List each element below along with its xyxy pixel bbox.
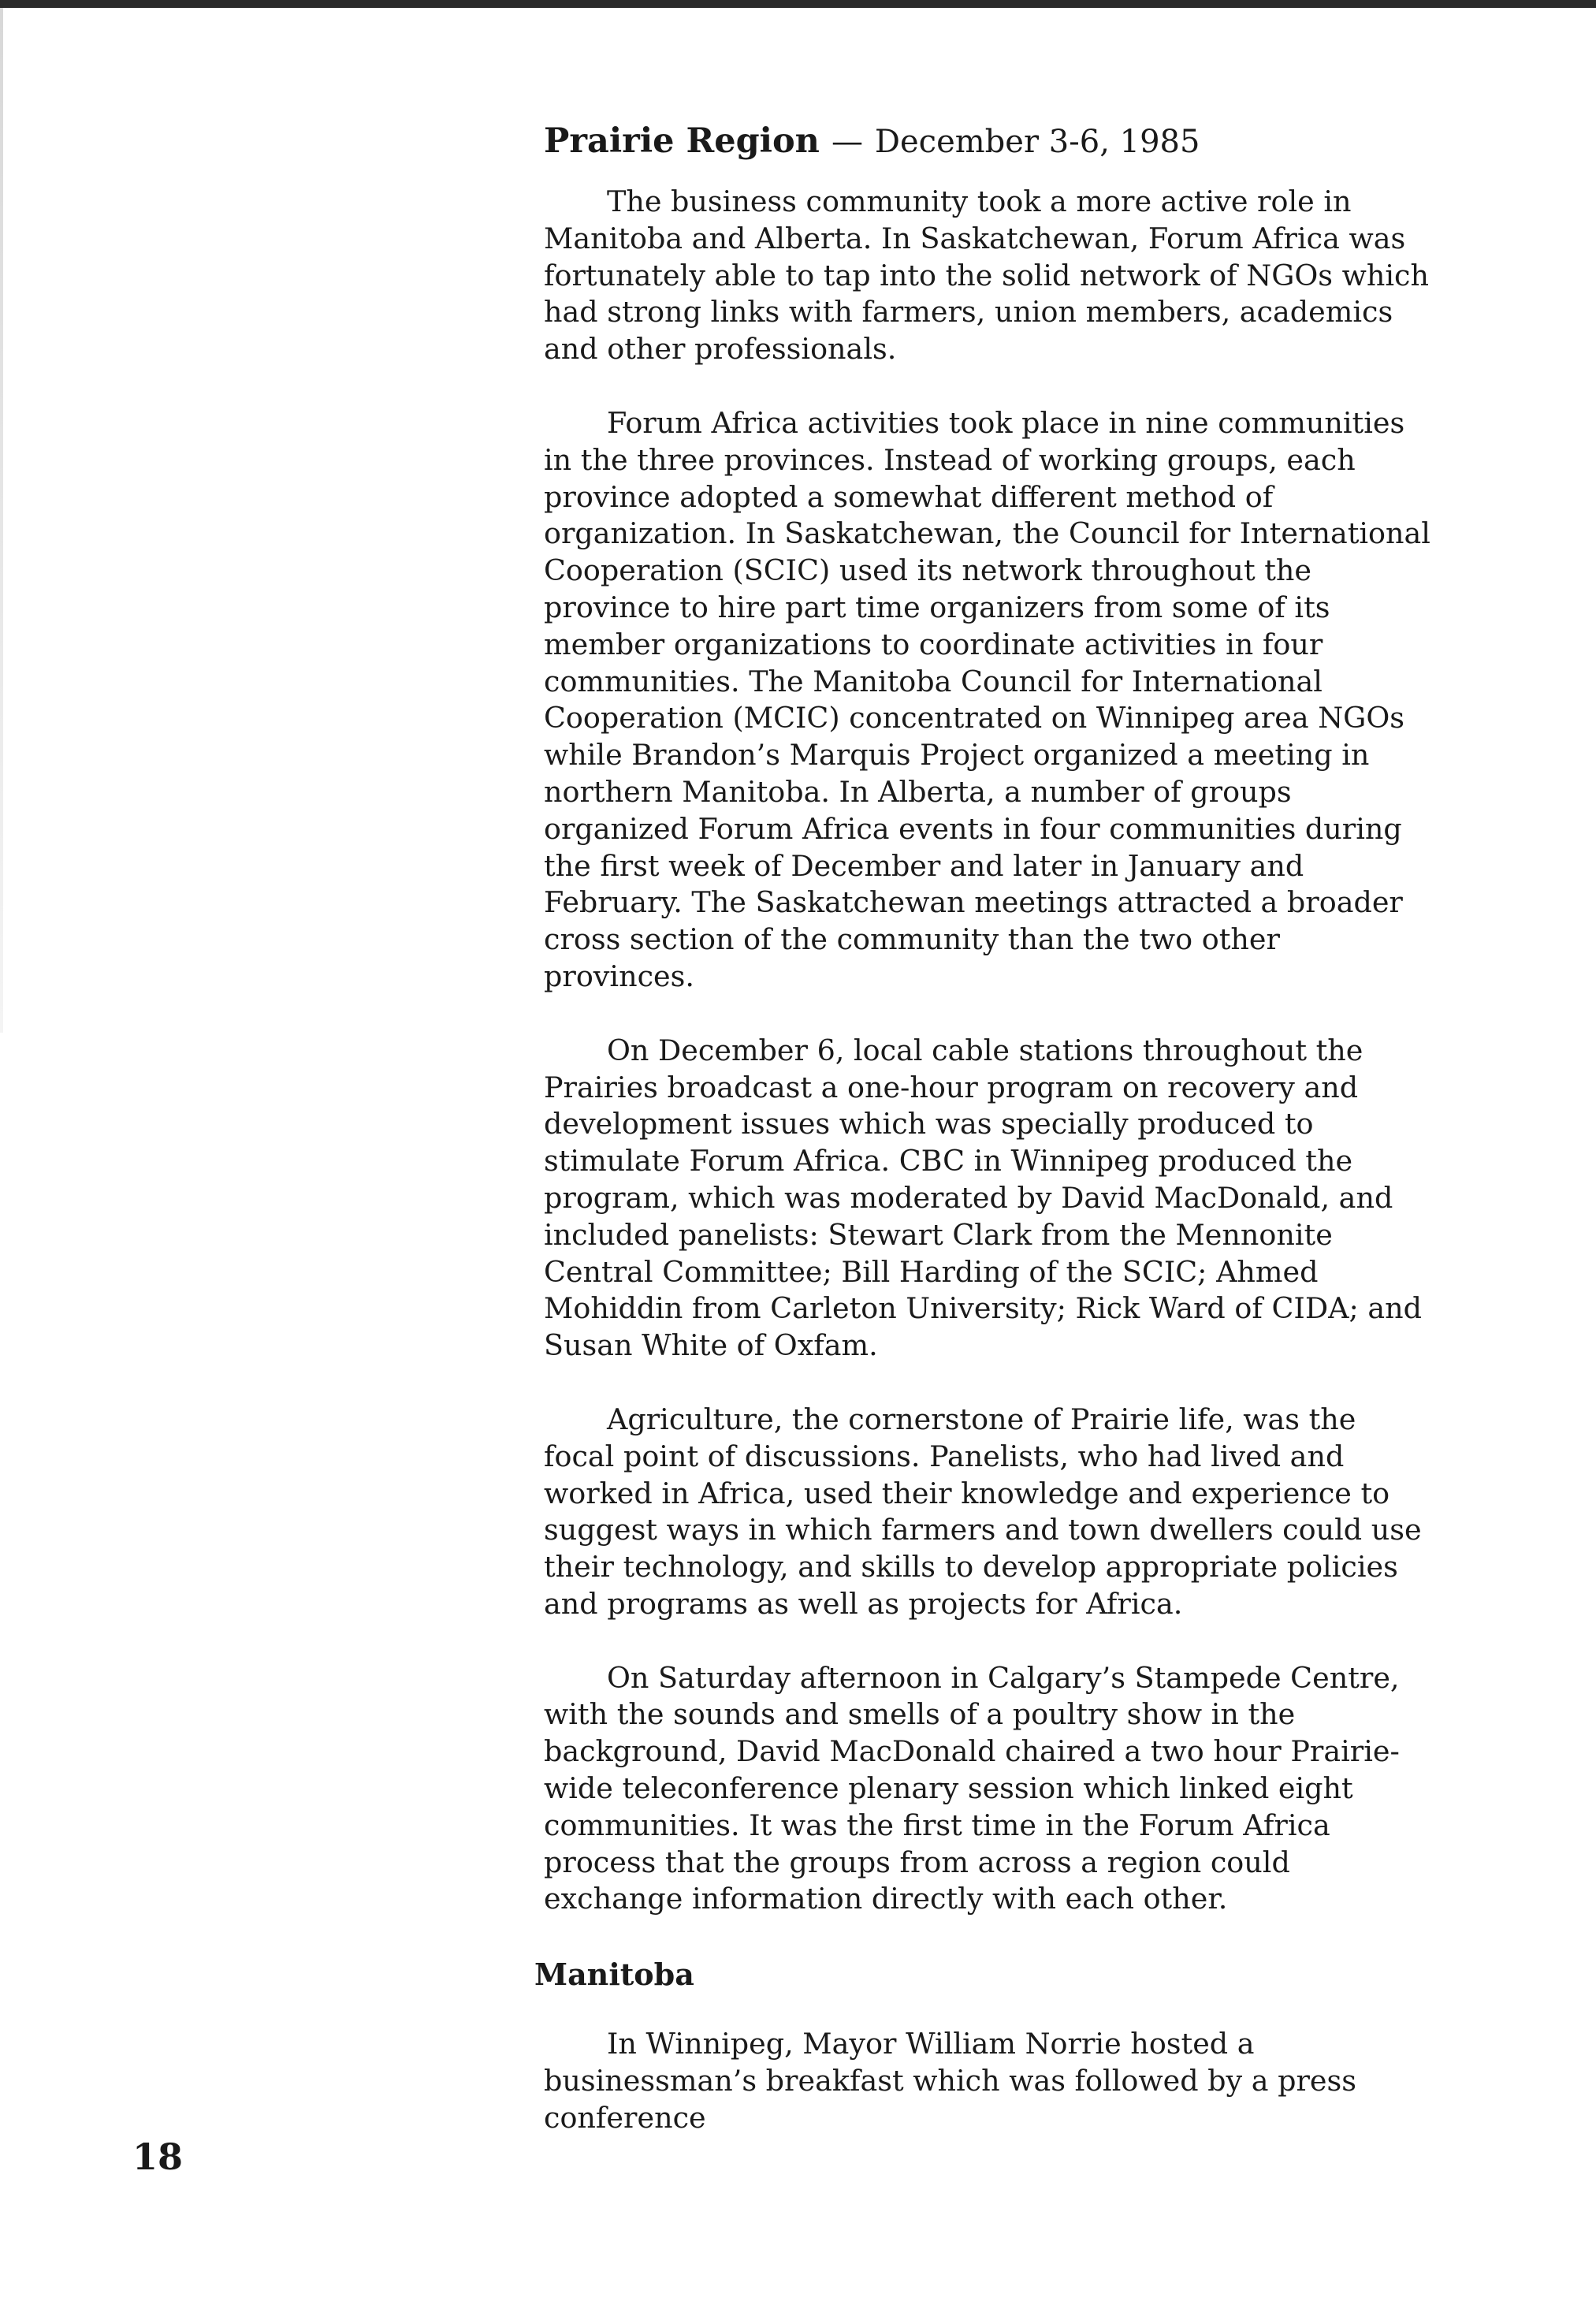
paragraph-broadcast: On December 6, local cable stations throughout the Prairies broadcast a one-hour program on recovery and development issues which was specially produced to stimulate Forum Africa. CBC in Winnipeg produced the program, which was moderated by David MacDonald, and included panelists: Stewart Clark from the Mennonite Central Committee; Bill Harding of the SCIC; Ahmed Mohiddin from Carleton University; Rick Ward of CIDA; and Susan White of Oxfam. (544, 1033, 1422, 1363)
region-title: Prairie Region (544, 121, 820, 161)
paragraph-business-community: The business community took a more active role in Manitoba and Alberta. In Saskatchewan, Forum Africa was fortunately able to tap into the solid network of NGOs which had strong links with farmers, union members, academics and other professionals. (544, 184, 1429, 367)
page-content (534, 118, 1434, 2174)
paragraph-agriculture: Agriculture, the cornerstone of Prairie life, was the focal point of discussions. Panelists, who had lived and worked in Africa, used their knowledge and experience to suggest ways in which farmers and town dwellers could use their technology, and skills to develop appropriate policies and programs as well as projects for Africa. (544, 1402, 1422, 1621)
paragraph-teleconference: On Saturday afternoon in Calgary’s Stampede Centre, with the sounds and smells of a poultry show in the background, David MacDonald chaired a two hour Prairie-wide teleconference plenary session which linked eight communities. It was the first time in the Forum Africa process that the groups from across a region could exchange information directly with each other. (544, 1660, 1400, 1916)
paragraph-winnipeg: In Winnipeg, Mayor William Norrie hosted a businessman’s breakfast which was followed by a press conference (544, 2027, 1356, 2135)
scan-edge-shadow (0, 8, 3, 1033)
page-number: 18 (132, 2135, 184, 2178)
section-heading (544, 118, 1434, 165)
heading-separator: — (831, 124, 863, 160)
manitoba-heading: Manitoba (534, 1957, 694, 1993)
top-border-rule (0, 0, 1596, 8)
event-dates: December 3-6, 1985 (874, 124, 1200, 160)
paragraph-activities: Forum Africa activities took place in nine communities in the three provinces. Instead of working groups, each province adopted a somewhat different method of organization. In Saskatchewan, the Council for International Cooperation (SCIC) used its network throughout the province to hire part time organizers from some of its member organizations to coordinate activities in four communities. The Manitoba Council for International Cooperation (MCIC) concentrated on Winnipeg area NGOs while Brandon’s Marquis Project organized a meeting in northern Manitoba. In Alberta, a number of groups organized Forum Africa events in four communities during the first week of December and later in January and February. The Saskatchewan meetings attracted a broader cross section of the community than the two other provinces. (544, 405, 1430, 993)
